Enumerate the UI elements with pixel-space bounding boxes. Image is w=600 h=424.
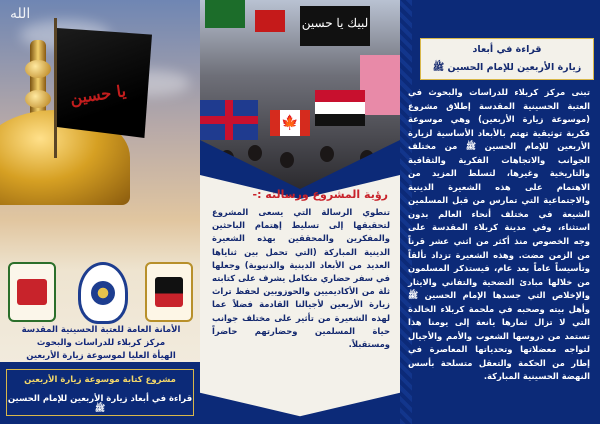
right-panel [400,0,600,424]
center-logo-emblem [91,281,115,305]
black-banner [300,6,370,46]
crowd-head [248,145,262,161]
project-box [6,369,194,416]
crowd-head [320,146,334,162]
title-box [420,38,594,80]
center-logo [78,262,128,324]
crowd-head [280,152,294,168]
shrine-logo [8,262,56,322]
org-line-center: مركز كربلاء للدراسات والبحوث [36,338,166,348]
finial-ball [25,60,51,78]
iraq-flag [315,90,365,126]
green-flag [205,0,245,28]
middle-panel [200,0,400,424]
flag-pole [54,18,57,158]
flag-text: يا حسين [68,81,128,108]
encyclopedia-logo [145,262,193,322]
vision-title: رؤية المشروع ورسالته :- [252,188,388,201]
maple-leaf-icon: 🍁 [281,115,299,131]
red-flag [255,10,285,32]
intro-body: تبنى مركز كربلاء للدراسات والبحوث في العتبة الحسينية المقدسة إطلاق مشروع (موسوعة زيارة الأربعين) وهي موسوعة فكرية توثيقية تهتم بالأبعاد الأساسية لزيارة الأربعين للإمام الحسين ﷺ من مختلف الجوانب والاتجاهات الفكرية والثقافية والتاريخية وغيرها، لتسلط المزيد من الاهتمام على هذه الشعيرة الدينية والاجتماعية التي تمارس من قبل المسلمين الشيعة في مختلف أنحاء العالم بدون استثناء، وفي مدينة كربلاء المقدسة على وجه الخصوص منذ أكثر من اثني عشر قرناً من الزمن مضت. وهذه الشعيرة تزداد تألقاً وتأسيساً عاماً بعد عام، فيستذكر المسلمون من خلالها مبادئ التضحية والتفاني والايثار والإخلاص التي جسدها الإمام الحسين ﷺ وأهل بيته وصحبه في ملحمة كربلاء الخالدة التي لا تزال ثمارها يانعة إلى يومنا هذا تستمد من دروسها الشعوب والأمم والأجيال لتواجه معضلاتها وتحدياتها المعاصرة في إطار من الحكمة والتعقل متسلحة بأسس النهضة الحسينية المباركة. [408,87,590,382]
project-subtitle: قراءة في أبعاد زيارة الأربعين للإمام الحسين ﷺ [7,394,193,414]
title-line-1: قراءة في أبعاد [472,44,542,55]
project-line: مشروع كتابة موسوعة زيارة الأربعين [24,375,176,385]
sky-calligraphy: الله [10,6,31,22]
pink-flag [360,55,400,115]
left-panel [0,0,200,424]
encyclopedia-logo-emblem [155,277,183,307]
canada-flag [270,110,310,136]
middle-footer-band [200,385,400,424]
org-line-secretariat: الأمانة العامة للعتبة الحسينية المقدسة [21,325,181,335]
uk-flag [200,100,258,140]
banner-text: لبيك يا حسين [301,16,369,30]
shrine-finial [30,40,46,120]
vision-body: تنطوي الرسالة التي يسعى المشروع لتحقيقها إلى تسليط إهتمام الباحثين والمفكرين والمحققين بهذه الشعيرة الدينية المباركة (التي تحمل بين ثناياها العديد من الأبعاد الدينية والدنيوية) وجعلها في سفر حضاري متكامل يشرف على كتابته ثلة من الأكاديميين والحوزويين لحفظ تراث زيارة الأربعين لأجيالنا القادمة فضلاً عما لهذه الشعيرة من تأثير على مختلف جوانب حياة المسلمين وحضارتهم حاضراً ومستقبلاً. [212,207,390,350]
org-line-committee: الهيأة العليا لموسوعة زيارة الأربعين [26,351,176,361]
finial-ball [25,90,51,108]
title-line-2: زيارة الأربعين للإمام الحسين ﷺ [432,62,582,73]
shrine-logo-emblem [17,279,47,305]
